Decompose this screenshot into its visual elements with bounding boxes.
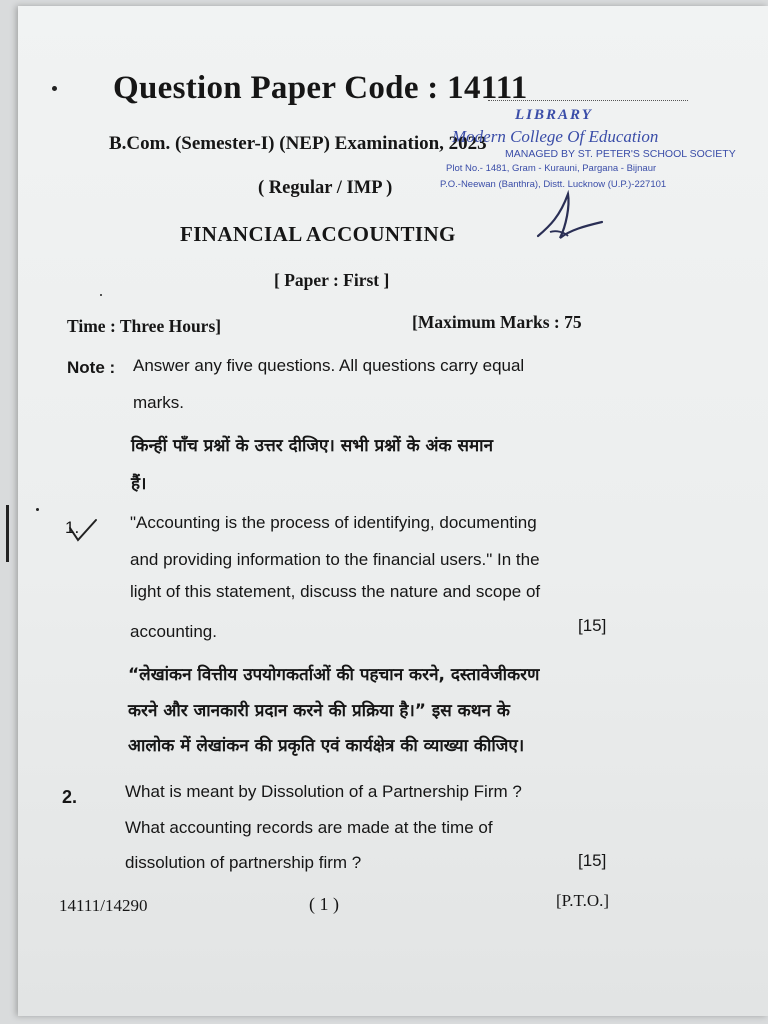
footer-pto: [P.T.O.] (556, 891, 610, 910)
question-2-line: What accounting records are made at the time of (125, 818, 493, 837)
exam-title: B.Com. (Semester-I) (NEP) Examination, 2023 (109, 133, 487, 154)
stamp-college-name: Modern College Of Education (452, 127, 659, 146)
stamp-address-plot: Plot No.- 1481, Gram - Kurauni, Pargana - Bijnaur (446, 163, 657, 174)
margin-bracket-mark (6, 505, 9, 562)
note-line: Answer any five questions. All questions carry equal (133, 356, 525, 375)
note-hindi-line: किन्हीं पाँच प्रश्नों के उत्तर दीजिए। सभी प्रश्नों के अंक समान (131, 436, 494, 456)
signature-mark (530, 186, 610, 246)
dotted-line (488, 100, 688, 101)
question-1-hindi-line: करने और जानकारी प्रदान करने की प्रक्रिया है।” इस कथन के (128, 701, 510, 721)
question-1-hindi-line: “लेखांकन वित्तीय उपयोगकर्ताओं की पहचान करने, दस्तावेजीकरण (128, 665, 540, 685)
stamp-library: LIBRARY (515, 107, 593, 123)
footer-paper-code: 14111/14290 (59, 896, 148, 915)
exam-type: ( Regular / IMP ) (258, 178, 393, 198)
stamp-address-po: P.O.-Neewan (Banthra), Distt. Lucknow (U.P.)-227101 (440, 179, 667, 190)
time-allowed: Time : Three Hours] (67, 316, 222, 336)
question-2-line: What is meant by Dissolution of a Partnership Firm ? (125, 782, 522, 801)
question-2-number: 2. (62, 787, 78, 807)
question-1-hindi-line: आलोक में लेखांकन की प्रकृति एवं कार्यक्षेत्र की व्याख्या कीजिए। (128, 736, 525, 756)
paper-number: [ Paper : First ] (274, 270, 390, 290)
question-1-marks: [15] (578, 616, 607, 635)
question-2-line: dissolution of partnership firm ? (125, 853, 362, 872)
note-line: marks. (133, 393, 184, 412)
note-hindi-line: हैं। (131, 474, 147, 494)
footer-page-number: ( 1 ) (309, 894, 339, 914)
maximum-marks: [Maximum Marks : 75 (412, 312, 582, 332)
note-label: Note : (67, 358, 116, 377)
question-1-line: "Accounting is the process of identifying, documenting (130, 513, 537, 532)
subject-title: FINANCIAL ACCOUNTING (180, 222, 456, 246)
stamp-managed-by: MANAGED BY ST. PETER'S SCHOOL SOCIETY (505, 148, 736, 160)
question-1-line: accounting. (130, 622, 217, 641)
question-1-number: 1. (65, 518, 80, 537)
question-1-line: light of this statement, discuss the nature and scope of (130, 582, 541, 601)
paper-speck (100, 294, 102, 296)
question-1-line: and providing information to the financial users." In the (130, 550, 540, 569)
question-2-marks: [15] (578, 851, 607, 870)
paper-speck (52, 86, 57, 91)
paper-speck (36, 508, 39, 511)
question-paper-code: Question Paper Code : 14111 (113, 70, 528, 106)
